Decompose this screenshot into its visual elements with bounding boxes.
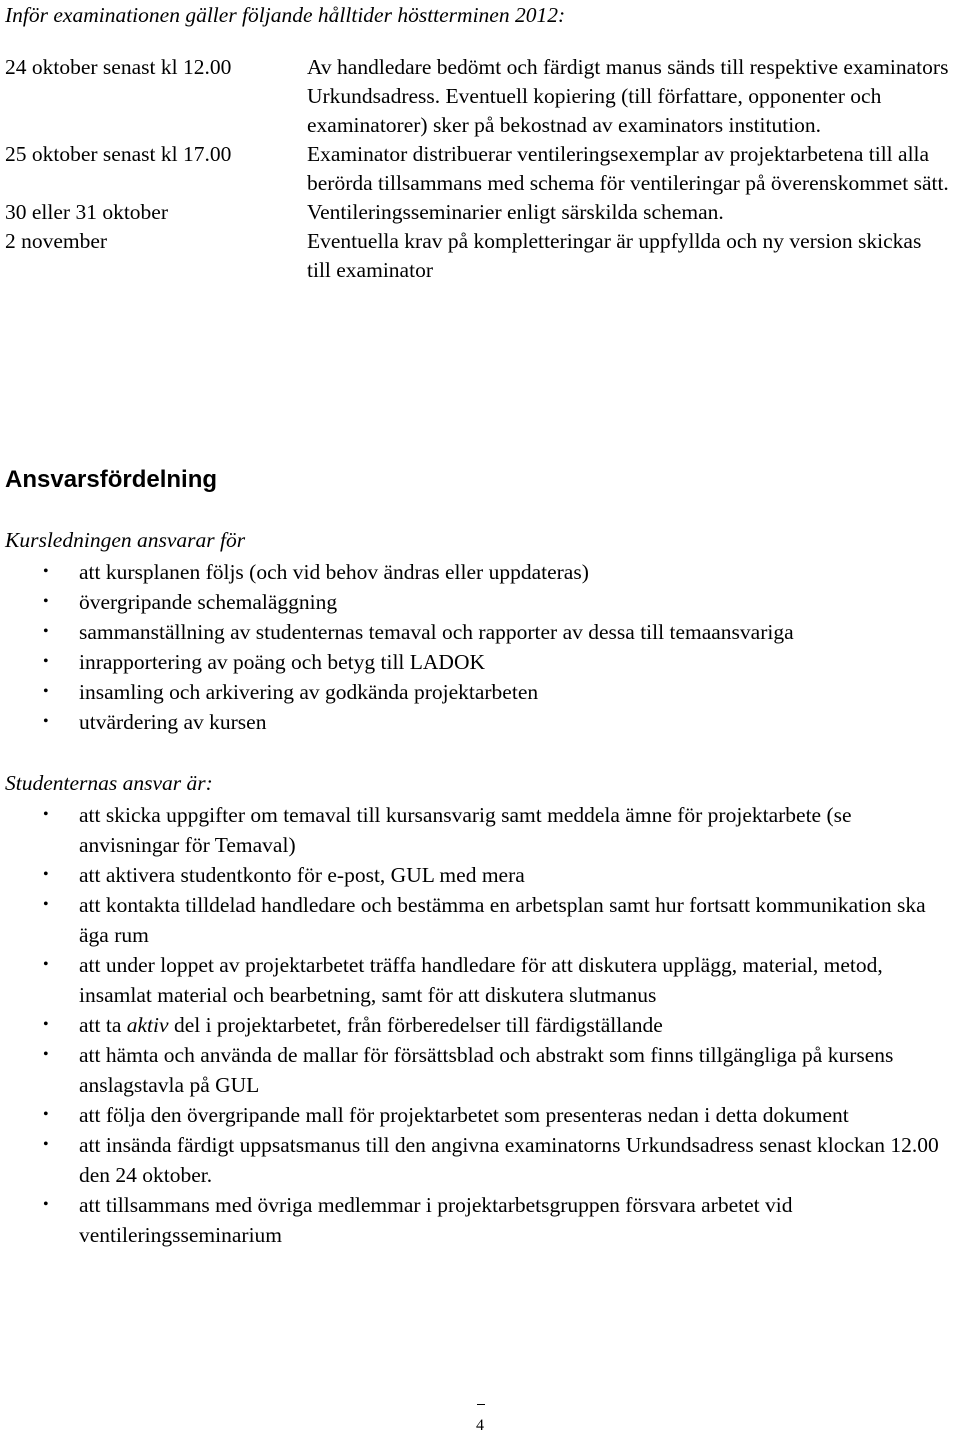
bullet-icon: • [43, 806, 49, 823]
list-item [0, 860, 950, 890]
list-item-text: att under loppet av projektarbetet träffa handledare för att diskutera upplägg, material, metod, insamlat material och bearbetning, samt för att diskutera slutmanus [79, 953, 883, 1007]
list-item [0, 1100, 950, 1130]
schedule-date: 24 oktober senast kl 12.00 [5, 55, 232, 79]
list-item [0, 707, 950, 737]
bullet-icon: • [43, 563, 49, 580]
schedule-description: Av handledare bedömt och färdigt manus sänds till respektive examinators Urkundsadress. Eventuell kopiering (till författare, opponenter och examinatorer) sker på bekostnad av examinators institution. [307, 55, 949, 137]
bullet-icon: • [43, 956, 49, 973]
list-item-text: insamling och arkivering av godkända projektarbeten [79, 680, 539, 704]
bullet-icon: • [43, 866, 49, 883]
list-item-text: att hämta och använda de mallar för försättsblad och abstrakt som finns tillgängliga på kursens anslagstavla på GUL [79, 1043, 894, 1097]
emphasis-text: aktiv [126, 1013, 169, 1037]
list-item-text: att tillsammans med övriga medlemmar i projektarbetsgruppen försvara arbetet vid ventileringsseminarium [79, 1193, 793, 1247]
bullet-icon: • [43, 1016, 49, 1033]
list-item [0, 647, 950, 677]
list-item [0, 1130, 950, 1190]
text-part: att ta [79, 1013, 127, 1037]
list-item-text: utvärdering av kursen [79, 710, 267, 734]
schedule-date: 30 eller 31 oktober [5, 200, 168, 224]
bullet-icon: • [43, 593, 49, 610]
schedule-description: Examinator distribuerar ventileringsexemplar av projektarbetena till alla berörda tillsammans med schema för ventileringar på överenskommet sätt. [307, 142, 949, 195]
schedule-row [5, 140, 950, 198]
bullet-icon: • [43, 1136, 49, 1153]
bullet-icon: • [43, 713, 49, 730]
schedule-description: Ventileringsseminarier enligt särskilda scheman. [307, 200, 724, 224]
course-leader-title: Kursledningen ansvarar för [5, 528, 246, 552]
list-item-text: inrapportering av poäng och betyg till LADOK [79, 650, 486, 674]
list-item-text: att följa den övergripande mall för projektarbetet som presenteras nedan i detta dokument [79, 1103, 849, 1127]
students-title: Studenternas ansvar är: [5, 771, 213, 795]
schedule-row [5, 227, 950, 285]
bullet-icon: • [43, 1106, 49, 1123]
list-item [0, 950, 950, 1010]
list-item [0, 1010, 950, 1040]
list-item [0, 677, 950, 707]
bullet-icon: • [43, 683, 49, 700]
list-item [0, 1040, 950, 1100]
text-part: del i projektarbetet, från förberedelser till färdigställande [168, 1013, 663, 1037]
list-item-text: övergripande schemaläggning [79, 590, 338, 614]
list-item [0, 557, 950, 587]
intro-line: Inför examinationen gäller följande hålltider höstterminen 2012: [5, 3, 566, 27]
bullet-icon: • [43, 1196, 49, 1213]
list-item-text: att kontakta tilldelad handledare och bestämma en arbetsplan samt hur fortsatt kommunikation ska äga rum [79, 893, 926, 947]
bullet-icon: • [43, 623, 49, 640]
students-list [0, 800, 950, 1250]
list-item-text: att kursplanen följs (och vid behov ändras eller uppdateras) [79, 560, 589, 584]
list-item [0, 890, 950, 950]
schedule-row [5, 198, 950, 227]
list-item-text: sammanställning av studenternas temaval och rapporter av dessa till temaansvariga [79, 620, 794, 644]
schedule-table [5, 53, 950, 285]
list-item-text [79, 1013, 663, 1037]
list-item-text: att skicka uppgifter om temaval till kursansvarig samt meddela ämne för projektarbete (se anvisningar för Temaval) [79, 803, 852, 857]
schedule-description: Eventuella krav på kompletteringar är uppfyllda och ny version skickas till examinator [307, 229, 922, 282]
list-item-text: att insända färdigt uppsatsmanus till den angivna examinatorns Urkundsadress senast klockan 12.00 den 24 oktober. [79, 1133, 939, 1187]
footer-rule [477, 1404, 485, 1405]
schedule-date: 2 november [5, 229, 108, 253]
course-leader-list [0, 557, 950, 737]
section-heading: Ansvarsfördelning [5, 466, 218, 493]
schedule-row [5, 53, 950, 140]
schedule-date: 25 oktober senast kl 17.00 [5, 142, 232, 166]
bullet-icon: • [43, 1046, 49, 1063]
bullet-icon: • [43, 896, 49, 913]
list-item-text: att aktivera studentkonto för e-post, GUL med mera [79, 863, 525, 887]
list-item [0, 1190, 950, 1250]
list-item [0, 800, 950, 860]
page-number: 4 [476, 1417, 484, 1434]
list-item [0, 587, 950, 617]
list-item [0, 617, 950, 647]
bullet-icon: • [43, 653, 49, 670]
